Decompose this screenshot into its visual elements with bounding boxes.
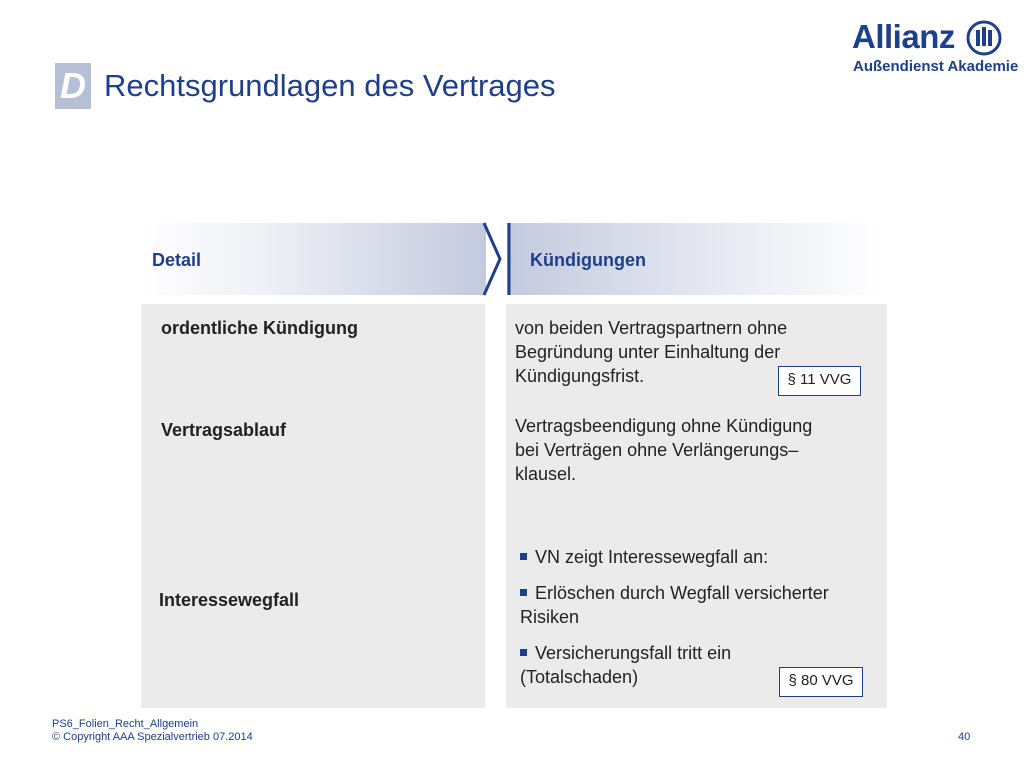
footer-file-name: PS6_Folien_Recht_Allgemein [52, 718, 199, 730]
description-ordentliche-kuendigung [515, 316, 787, 388]
detail-column-header: Detail [152, 250, 202, 270]
square-bullet-icon [520, 553, 527, 560]
square-bullet-icon [520, 649, 527, 656]
bullet-text: VN zeigt Interessewegfall an: [535, 547, 769, 567]
bullet-item [520, 545, 880, 569]
allianz-logo [852, 16, 1019, 78]
term-interessewegfall: Interessewegfall [159, 590, 300, 610]
footer-copyright: © Copyright AAA Spezialvertrieb 07.2014 [52, 731, 253, 743]
allianz-eagle-emblem-icon [966, 20, 1002, 56]
description-vertragsablauf [515, 414, 812, 486]
bullet-item [520, 641, 770, 689]
detail-header-band [141, 223, 486, 295]
description-line: Begründung unter Einhaltung der [515, 342, 781, 362]
section-badge: D [55, 63, 91, 109]
bullet-text: Versicherungsfall tritt ein (Totalschaden) [520, 643, 732, 687]
description-line: Kündigungsfrist. [515, 366, 645, 386]
logo-wordmark: Allianz [852, 18, 955, 55]
reference-box-80-vvg: § 80 VVG [779, 667, 863, 697]
kuendigungen-header-band [507, 223, 882, 295]
term-vertragsablauf: Vertragsablauf [161, 420, 287, 440]
description-line: von beiden Vertragspartnern ohne [515, 318, 788, 338]
bullet-item [520, 581, 870, 629]
logo-subtitle: Außendienst Akademie [853, 58, 1019, 75]
square-bullet-icon [520, 589, 527, 596]
term-ordentliche-kuendigung: ordentliche Kündigung [161, 318, 358, 338]
slide-title: Rechtsgrundlagen des Vertrages [104, 68, 556, 103]
reference-box-11-vvg: § 11 VVG [778, 366, 861, 396]
description-line: klausel. [515, 464, 577, 484]
kuendigungen-column-header: Kündigungen [530, 250, 646, 270]
description-line: bei Verträgen ohne Verlängerungs– [515, 440, 799, 460]
terms-panel [141, 304, 485, 708]
page-number: 40 [958, 731, 971, 743]
bullet-text: Erlöschen durch Wegfall versicherter Risiken [520, 583, 829, 627]
chevron-separator-icon [480, 221, 516, 297]
description-line: Vertragsbeendigung ohne Kündigung [515, 416, 813, 436]
